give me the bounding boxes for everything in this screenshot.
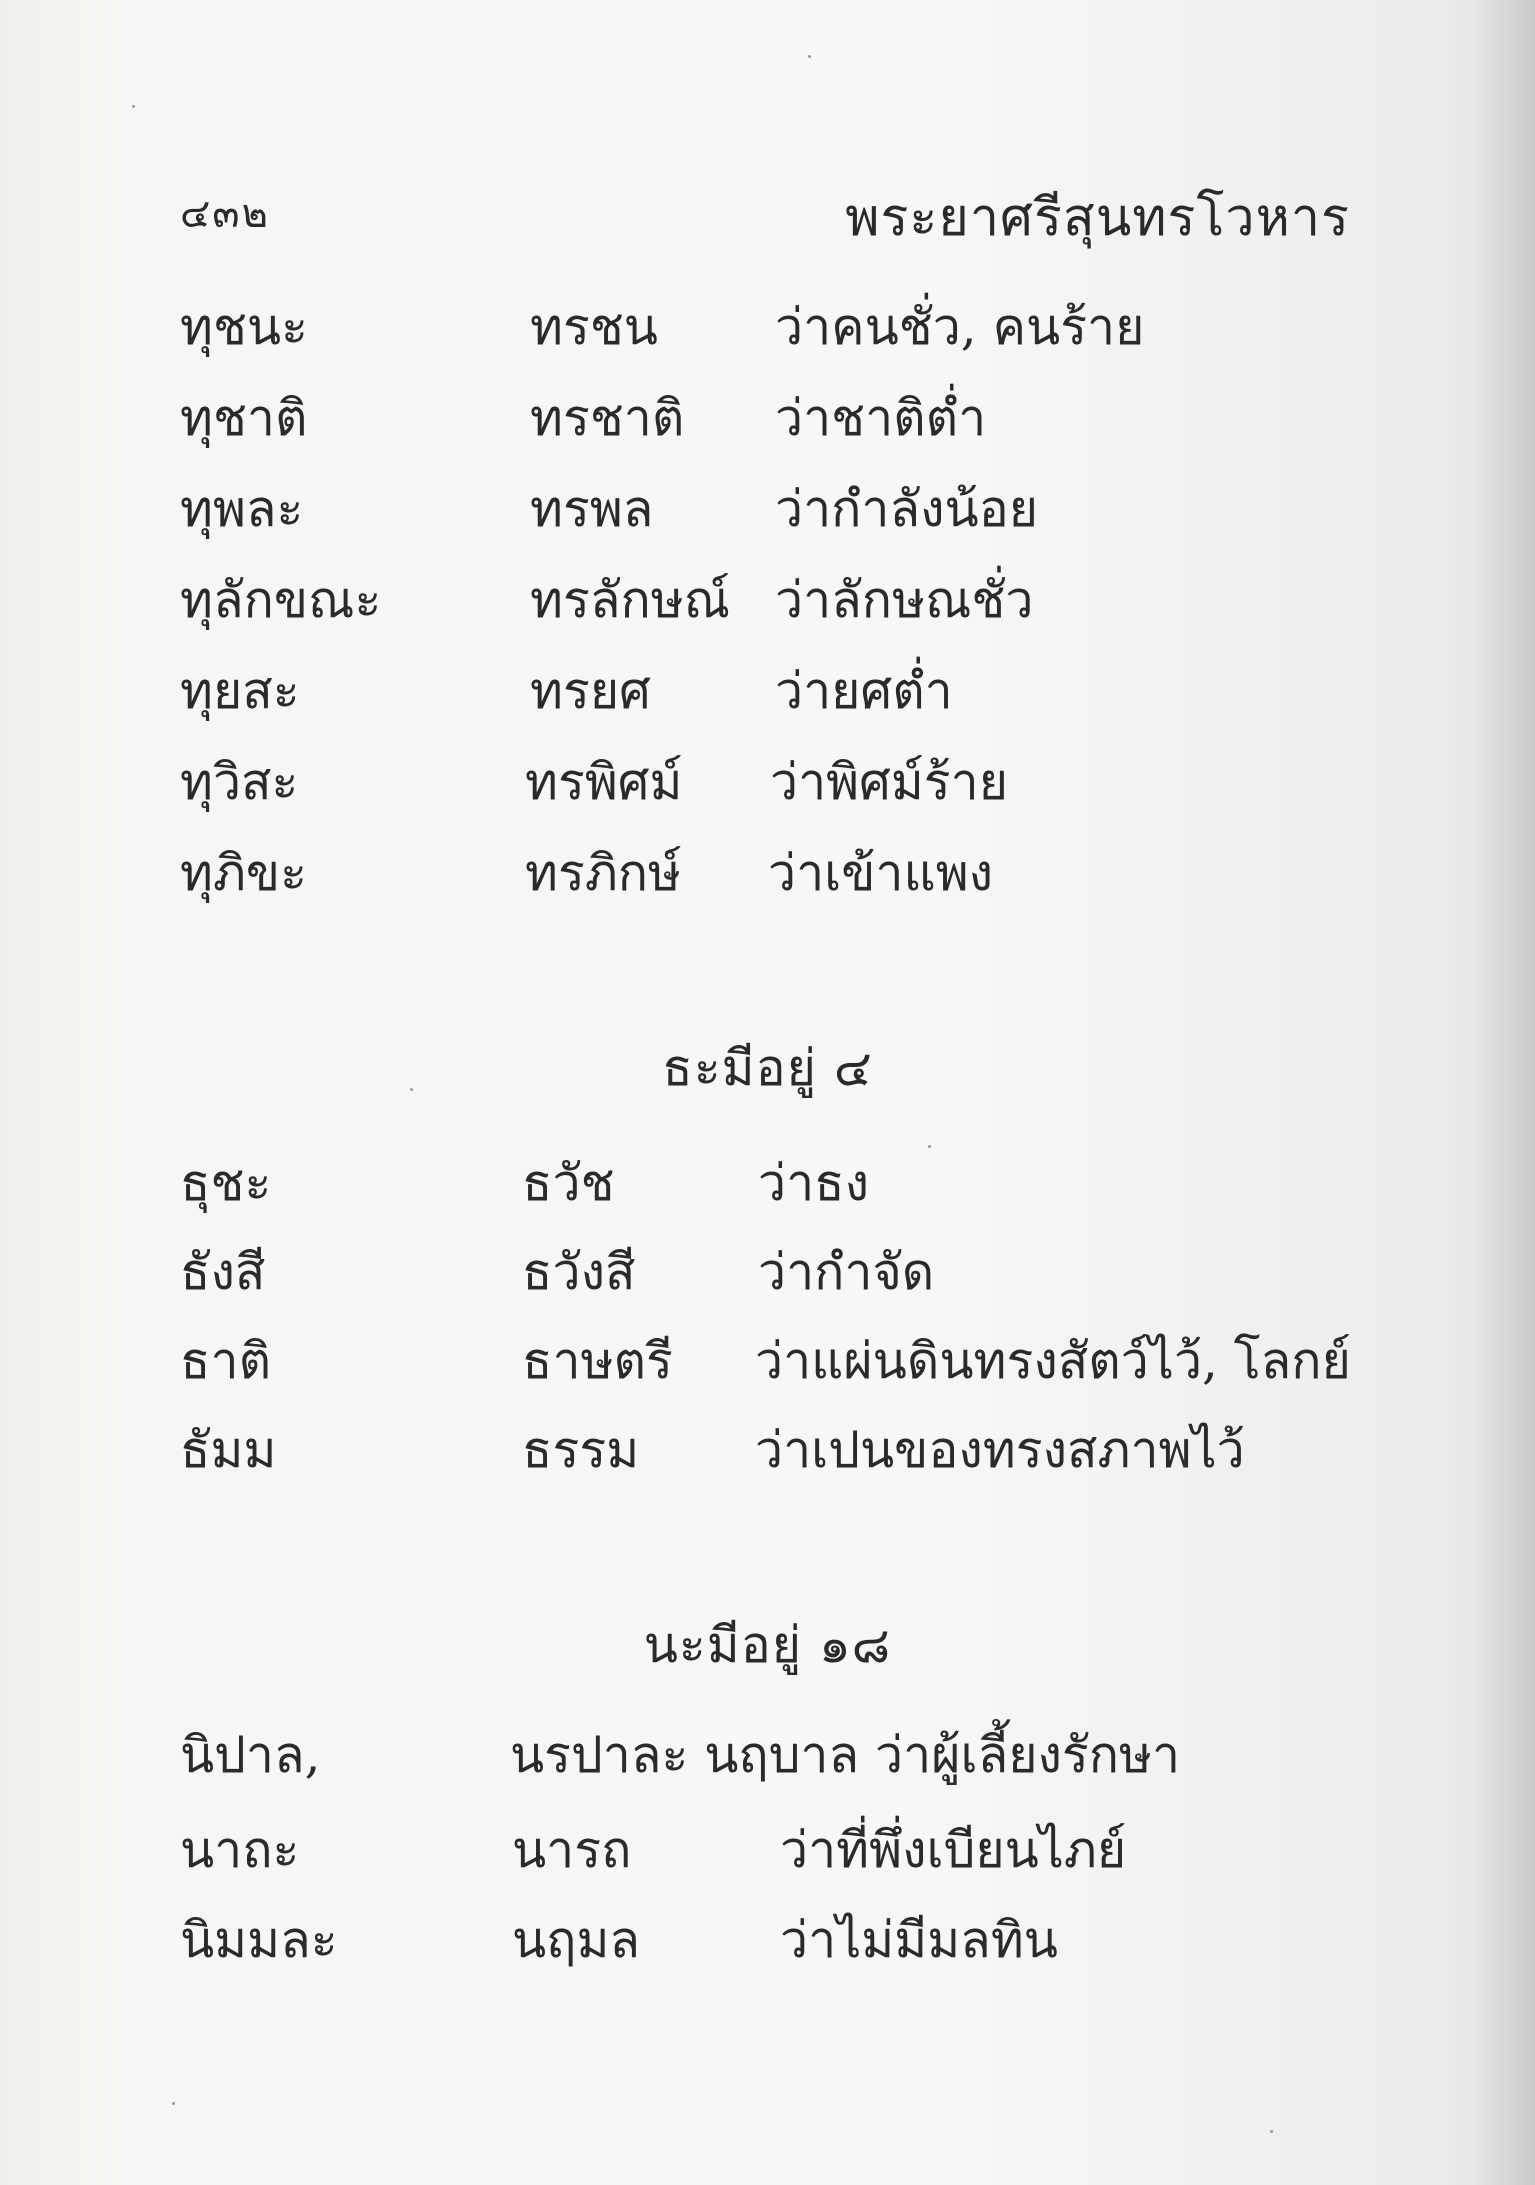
meaning: ว่าเปนของทรงสภาพไว้ xyxy=(755,1421,1245,1479)
glossary-row xyxy=(0,560,1535,640)
thai-term: ทรชาติ xyxy=(530,389,685,447)
pali-term: นิมมละ xyxy=(180,1911,338,1969)
meaning: ว่ากำจัด xyxy=(758,1243,935,1301)
glossary-row xyxy=(0,833,1535,913)
pali-term: ทุพละ xyxy=(180,480,304,538)
pali-term: ธาติ xyxy=(180,1332,272,1390)
meaning: ว่าลักษณชั่ว xyxy=(775,571,1034,629)
meaning: ว่าธง xyxy=(758,1154,870,1212)
section-heading: นะมีอยู่ ๑๘ xyxy=(643,1616,892,1674)
meaning: ว่าพิศม์ร้าย xyxy=(770,753,1009,811)
glossary-row xyxy=(0,742,1535,822)
pali-term: ธัมม xyxy=(180,1421,277,1479)
pali-term: ทุยสะ xyxy=(180,662,300,720)
glossary-row xyxy=(0,1410,1535,1490)
pali-term: ธังสี xyxy=(180,1243,266,1301)
scan-speck xyxy=(132,105,135,108)
meaning: ว่าไม่มีมลทิน xyxy=(780,1911,1058,1969)
pali-term: นิปาล, xyxy=(180,1726,321,1784)
pali-term: ธุชะ xyxy=(180,1154,272,1212)
meaning: ว่าแผ่นดินทรงสัตว์ไว้, โลกย์ xyxy=(755,1332,1351,1390)
pali-term: นาถะ xyxy=(180,1821,300,1879)
glossary-row xyxy=(0,1321,1535,1401)
glossary-row xyxy=(0,1715,1535,1795)
scan-speck xyxy=(1270,2130,1273,2133)
pali-term: ทุลักขณะ xyxy=(180,571,382,629)
glossary-row xyxy=(0,287,1535,367)
meaning: ว่าชาติต่ำ xyxy=(775,389,987,447)
thai-term: ทรพิศม์ xyxy=(525,753,683,811)
meaning: ว่ากำลังน้อย xyxy=(775,480,1039,538)
glossary-row xyxy=(0,1143,1535,1223)
thai-term: ทรพล xyxy=(530,480,654,538)
thai-term: นารถ xyxy=(512,1821,632,1879)
glossary-row xyxy=(0,469,1535,549)
thai-term: ทรภิกษ์ xyxy=(525,844,682,902)
glossary-row xyxy=(0,651,1535,731)
thai-term: นรปาละ นฤบาล ว่าผู้เลี้ยงรักษา xyxy=(510,1726,1181,1784)
meaning: ว่ายศต่ำ xyxy=(775,662,953,720)
running-title: พระยาศรีสุนทรโวหาร xyxy=(845,188,1350,248)
glossary-row xyxy=(0,1232,1535,1312)
thai-term: นฤมล xyxy=(512,1911,641,1969)
thai-term: ทรยศ xyxy=(530,662,651,720)
scan-speck xyxy=(928,1145,931,1148)
pali-term: ทุวิสะ xyxy=(180,753,299,811)
meaning: ว่าเข้าแพง xyxy=(768,844,994,902)
pali-term: ทุภิขะ xyxy=(180,844,307,902)
thai-term: ทรชน xyxy=(530,298,658,356)
meaning: ว่าที่พึ่งเบียนไภย์ xyxy=(780,1821,1127,1879)
thai-term: ธาษตรี xyxy=(522,1332,673,1390)
thai-term: ธรรม xyxy=(522,1421,640,1479)
thai-term: ธวังสี xyxy=(522,1243,636,1301)
scan-speck xyxy=(410,1088,413,1091)
scan-speck xyxy=(808,55,811,58)
thai-term: ทรลักษณ์ xyxy=(530,571,731,629)
pali-term: ทุชาติ xyxy=(180,389,308,447)
scan-speck xyxy=(172,2102,175,2105)
page-header xyxy=(180,175,1350,248)
page-number: ๔๓๒ xyxy=(180,191,270,237)
glossary-row xyxy=(0,1810,1535,1890)
section-heading: ธะมีอยู่ ๔ xyxy=(662,1039,873,1097)
meaning: ว่าคนชั่ว, คนร้าย xyxy=(775,298,1145,356)
glossary-row xyxy=(0,378,1535,458)
thai-term: ธวัช xyxy=(522,1154,615,1212)
glossary-row xyxy=(0,1900,1535,1980)
pali-term: ทุชนะ xyxy=(180,298,308,356)
